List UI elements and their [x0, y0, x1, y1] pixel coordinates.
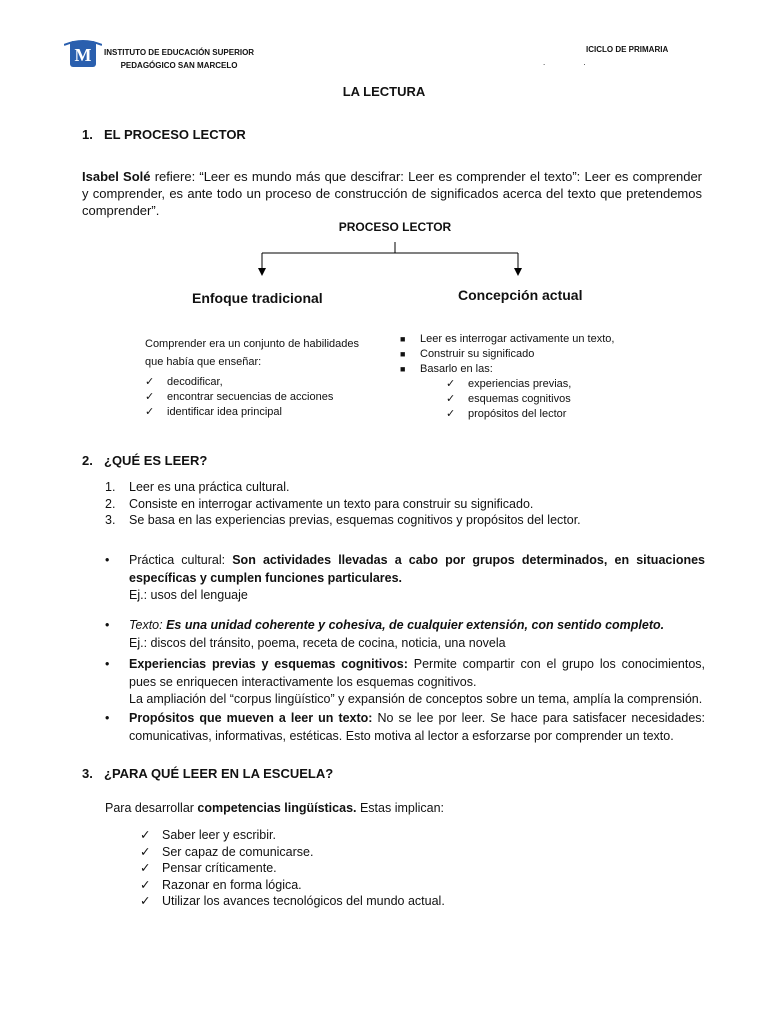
current-heading: Concepción actual [458, 287, 583, 303]
list-item: ✓ encontrar secuencias de acciones [145, 391, 334, 403]
list-item: ✓ Ser capaz de comunicarse. [140, 844, 314, 859]
check-icon: ✓ [145, 406, 155, 418]
bullet-prior-experiences: • Experiencias previas y esquemas cognitivos: Permite compartir con el grupo los conocimientos, pues se enriquecen interactivamente los esquemas cognitivos. La ampliación del “corpus lingüístico” y expansión de conceptos sobre un tema, amplía la comprensión. [105, 657, 705, 706]
svg-text:M: M [74, 45, 92, 65]
check-icon: ✓ [140, 877, 151, 892]
bullet-icon: • [105, 657, 110, 671]
cycle-label: ICICLO DE PRIMARIA [586, 45, 669, 54]
current-block [400, 332, 660, 422]
institute-line2: PEDAGÓGICO SAN MARCELO [120, 61, 238, 70]
page-title: LA LECTURA [342, 84, 426, 99]
bullet-icon: • [105, 711, 110, 725]
list-item: ■ Leer es interrogar activamente un texto, [400, 333, 615, 345]
diagram-title: PROCESO LECTOR [338, 220, 452, 234]
institute-line1: INSTITUTO DE EDUCACIÓN SUPERIOR [104, 48, 255, 57]
list-item: ✓ esquemas cognitivos [446, 393, 571, 405]
list-item: ✓ decodificar, [145, 376, 223, 388]
bullet-cultural-practice: • Práctica cultural: Son actividades llevadas a cabo por grupos determinados, en situaciones específicas y cumplen funciones particulares. Ej.: usos del lenguaje [105, 553, 705, 602]
list-item: ✓ propósitos del lector [446, 408, 567, 420]
list-item: 3. Se basa en las experiencias previas, esquemas cognitivos y propósitos del lector. [105, 513, 581, 527]
list-item: ✓ Utilizar los avances tecnológicos del mundo actual. [140, 894, 445, 908]
diagram-arrows [0, 0, 768, 300]
section3-list [140, 827, 640, 910]
bullet-icon: • [105, 553, 110, 567]
check-icon: ✓ [446, 378, 456, 390]
check-icon: ✓ [140, 828, 151, 842]
section2-heading: 2. ¿QUÉ ES LEER? [82, 453, 208, 468]
square-bullet-icon: ■ [400, 364, 406, 374]
check-icon: ✓ [446, 393, 456, 405]
list-item: ✓ Pensar críticamente. [140, 861, 277, 875]
list-item: 1. Leer es una práctica cultural. [105, 480, 290, 494]
traditional-block: Comprender era un conjunto de habilidades que había que enseñar: ✓ decodificar, ✓ encontrar secuencias de acciones ✓ identificar idea principal [145, 335, 395, 420]
section2-numbered-list [105, 479, 705, 529]
bullet-text: • Texto: Es una unidad coherente y cohesiva, de cualquier extensión, con sentido completo. Ej.: discos del tránsito, poema, receta de cocina, noticia, una novela [105, 618, 665, 650]
list-item: ✓ Saber leer y escribir. [140, 828, 276, 842]
author-name: Isabel Solé [82, 169, 151, 184]
list-item: ■ Construir su significado [400, 348, 535, 360]
list-item: 2. Consiste en interrogar activamente un texto para construir su significado. [105, 496, 534, 511]
check-icon: ✓ [446, 408, 456, 420]
list-item: ■ Basarlo en las: [400, 363, 493, 375]
check-icon: ✓ [140, 844, 151, 859]
traditional-heading: Enfoque tradicional [192, 290, 323, 306]
author-quote: refiere: “Leer es mundo más que descifrar: Leer es comprender el texto”: Leer es comprender y comprender, es ante todo un proceso de construcción de significados acerca del texto que pretendemos comprender”. [82, 169, 702, 218]
square-bullet-icon: ■ [400, 334, 406, 344]
check-icon: ✓ [145, 376, 155, 388]
check-icon: ✓ [140, 894, 151, 908]
check-icon: ✓ [145, 391, 155, 403]
bullet-purposes: • Propósitos que mueven a leer un texto: No se lee por leer. Se hace para satisfacer necesidades: comunicativas, informativas, estéticas. Esto motiva al lector a esforzarse por comprender un texto. [105, 711, 706, 743]
bullet-icon: • [105, 618, 110, 632]
square-bullet-icon: ■ [400, 349, 406, 359]
list-item: ✓ Razonar en forma lógica. [140, 877, 302, 892]
section1-heading: 1. EL PROCESO LECTOR [82, 127, 246, 142]
list-item: ✓ experiencias previas, [446, 378, 572, 390]
section3-intro: Para desarrollar competencias lingüísticas. Estas implican: [105, 801, 445, 815]
header-dots: .. [543, 58, 624, 67]
check-icon: ✓ [140, 861, 151, 875]
section3-heading: 3. ¿PARA QUÉ LEER EN LA ESCUELA? [82, 766, 334, 781]
list-item: ✓ identificar idea principal [145, 406, 282, 418]
